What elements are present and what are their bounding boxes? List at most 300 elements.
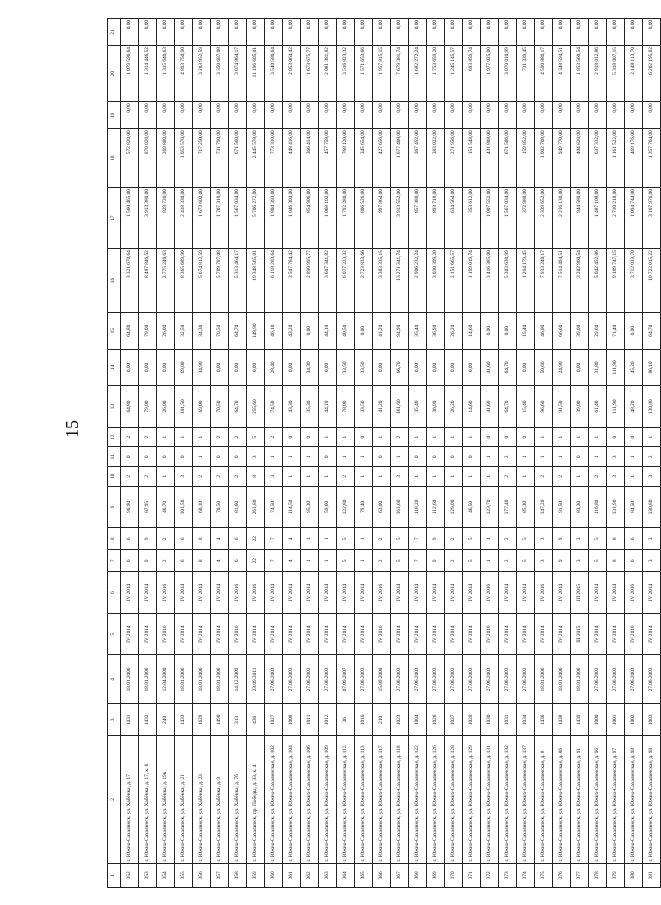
table-cell: 22 xyxy=(247,550,265,572)
table-cell: г. Южно-Сахалинск, ул. Хабёнка, д. 17, к. 6 xyxy=(139,736,157,863)
table-cell: г. Южно-Сахалинск, ул. Хабёнка, д. 21 xyxy=(175,736,193,863)
table-cell: 33,50 xyxy=(337,349,355,386)
table-cell: 46,00 xyxy=(535,312,553,349)
table-cell: 0 xyxy=(283,427,301,447)
table-cell: 1 007 552,00 xyxy=(481,188,499,249)
table-cell: 112,60 xyxy=(427,486,445,528)
table-cell: 1 571 653,66 xyxy=(355,46,373,102)
table-cell: 7 xyxy=(409,550,427,572)
table-cell: г. Южно-Сахалинск, ул. Южно-Сахалинская, д. 131 xyxy=(481,736,499,863)
table-cell: 6 xyxy=(229,550,247,572)
table-cell: 149,90 xyxy=(247,312,265,349)
table-cell: 2 xyxy=(211,467,229,487)
table-cell: 18.01.2006 xyxy=(175,655,193,704)
table-cell: 27.06.2003 xyxy=(481,655,499,704)
table-cell: 854 906,00 xyxy=(301,188,319,249)
table-cell: 0,00 xyxy=(427,349,445,386)
table-cell: 0,00 xyxy=(481,19,499,46)
table-cell: 79,00 xyxy=(139,386,157,428)
table-cell: 4 xyxy=(211,528,229,550)
table-cell: 2 xyxy=(373,550,391,572)
table-cell: 0,00 xyxy=(607,19,625,46)
table-cell: 5 313 464,17 xyxy=(229,249,247,313)
table-cell: 1 xyxy=(571,427,589,447)
table-cell: 5 xyxy=(391,528,409,550)
table-cell: IV 2014 xyxy=(301,572,319,614)
table-cell: 768 120,00 xyxy=(337,129,355,188)
table-cell: 5 xyxy=(517,528,535,550)
table-cell: 353 612,00 xyxy=(463,188,481,249)
column-header: 20 xyxy=(108,46,121,102)
table-cell: 0,00 xyxy=(229,349,247,386)
table-cell: 0,00 xyxy=(625,102,643,129)
table-cell: 63,00 xyxy=(373,486,391,528)
table-cell: 1 xyxy=(553,447,571,467)
page-number: 15 xyxy=(62,420,82,438)
table-cell: 1 xyxy=(355,528,373,550)
table-cell: г. Южно-Сахалинск, ул. Южно-Сахалинская, д. 109 xyxy=(319,736,337,863)
table-cell: 2 xyxy=(373,528,391,550)
table-cell: 0 xyxy=(373,447,391,467)
table-cell: 1 xyxy=(643,427,661,447)
table-cell: 857 388,00 xyxy=(409,188,427,249)
table-cell: 3 712 033,70 xyxy=(625,249,643,313)
table-cell: 84,50 xyxy=(625,486,643,528)
table-cell: г. Южно-Сахалинск, ул. Южно-Сахалинская, д. 117 xyxy=(373,736,391,863)
table-cell: 123,70 xyxy=(481,486,499,528)
table-cell: 64,70 xyxy=(229,386,247,428)
table-cell: 352 xyxy=(121,863,139,887)
table-cell: 4 590 880,17 xyxy=(535,46,553,102)
table-cell: 0,00 xyxy=(517,19,535,46)
table-row xyxy=(157,19,175,888)
table-cell: 26,20 xyxy=(445,312,463,349)
table-cell: 0,00 xyxy=(373,102,391,129)
table-row xyxy=(193,19,211,888)
table-cell: 3 xyxy=(571,528,589,550)
table-cell: 70,50 xyxy=(211,312,229,349)
table-cell: 27.06.2003 xyxy=(499,655,517,704)
table-cell: IV 2014 xyxy=(517,572,535,614)
table-cell: 34,30 xyxy=(193,312,211,349)
column-header: 6 xyxy=(108,572,121,614)
table-row xyxy=(445,19,463,888)
table-cell: IV 2014 xyxy=(319,613,337,655)
table-cell: 79,00 xyxy=(139,312,157,349)
table-cell: 0,00 xyxy=(517,349,535,386)
table-row xyxy=(481,19,499,888)
table-cell: 1 xyxy=(517,447,535,467)
table-cell: 3 350 687,08 xyxy=(211,46,229,102)
table-row xyxy=(121,19,139,888)
table-cell: 29,60 xyxy=(589,312,607,349)
table-cell: 0,00 xyxy=(445,19,463,46)
column-header: 18 xyxy=(108,129,121,188)
table-cell: 94,90 xyxy=(391,312,409,349)
table-cell: 3 030 399,20 xyxy=(427,249,445,313)
table-cell: 371 xyxy=(463,863,481,887)
table-cell: 40,50 xyxy=(337,312,355,349)
table-cell: 44,10 xyxy=(319,312,337,349)
table-cell: 13 271 341,74 xyxy=(391,249,409,313)
table-cell: 3 202 960,54 xyxy=(571,249,589,313)
table-cell: 34,30 xyxy=(301,349,319,386)
table-cell: 27.06.2003 xyxy=(283,655,301,704)
table-cell: 0,00 xyxy=(211,349,229,386)
table-cell: 1 xyxy=(481,467,499,487)
table-cell: 8 365 689,90 xyxy=(175,249,193,313)
table-cell: 3 540 580,64 xyxy=(265,46,283,102)
table-cell: 0,00 xyxy=(301,312,319,349)
table-cell: 0,00 xyxy=(157,102,175,129)
table-cell: 8 487 846,52 xyxy=(139,249,157,313)
table-cell: 1 xyxy=(157,427,175,447)
table-cell: IV 2014 xyxy=(553,572,571,614)
table-cell: г. Южно-Сахалинск, ул. Южно-Сахалинская, д. 129 xyxy=(463,736,481,863)
table-cell: 362 xyxy=(301,863,319,887)
table-cell: 129,00 xyxy=(445,486,463,528)
table-cell: 360 xyxy=(265,863,283,887)
table-cell: 0,00 xyxy=(157,19,175,46)
table-cell: 0,00 xyxy=(607,102,625,129)
table-cell: 893 718,00 xyxy=(427,188,445,249)
table-cell: IV 2016 xyxy=(625,572,643,614)
table-cell: 5 xyxy=(247,427,265,447)
column-header: 14 xyxy=(108,349,121,386)
table-cell: III 2015 xyxy=(571,613,589,655)
table-cell: 1 315 640,63 xyxy=(157,46,175,102)
table-cell: 1011 xyxy=(301,704,319,736)
table-cell: 269 880,00 xyxy=(157,129,175,188)
table-cell: 731 790,00 xyxy=(211,129,229,188)
table-cell: 3 913 380,00 xyxy=(139,188,157,249)
housing-data-table xyxy=(107,18,661,888)
table-cell: 3 070 010,99 xyxy=(499,46,517,102)
table-cell: 26,20 xyxy=(445,386,463,428)
table-cell: 6 xyxy=(229,528,247,550)
table-cell: 7 xyxy=(265,528,283,550)
table-cell: 376 xyxy=(553,863,571,887)
table-cell: 64,70 xyxy=(229,312,247,349)
table-cell: 7 933 240,17 xyxy=(535,249,553,313)
table-cell: 0,00 xyxy=(445,349,463,386)
rotated-table-wrapper xyxy=(107,18,654,888)
table-cell: 34,90 xyxy=(193,349,211,386)
table-cell: IV 2016 xyxy=(157,613,175,655)
table-cell: 944 580,00 xyxy=(571,188,589,249)
table-cell: 1028 xyxy=(463,704,481,736)
table-cell: 19 348 565,01 xyxy=(247,249,265,313)
table-cell: 18.01.2006 xyxy=(571,655,589,704)
table-cell: 3 913 552,00 xyxy=(391,188,409,249)
table-cell: 64,70 xyxy=(643,312,661,349)
table-cell: 15.09.2008 xyxy=(373,655,391,704)
table-row xyxy=(229,19,247,888)
table-cell: 5 xyxy=(337,550,355,572)
table-cell: 122,80 xyxy=(337,486,355,528)
table-cell: 43,20 xyxy=(283,312,301,349)
table-cell: 2 xyxy=(157,528,175,550)
table-cell: 0,00 xyxy=(247,102,265,129)
table-cell: 48,20 xyxy=(625,386,643,428)
table-cell: 361 xyxy=(283,863,301,887)
table-cell: IV 2016 xyxy=(535,572,553,614)
table-cell: 1 053 570,00 xyxy=(175,129,193,188)
table-cell: г. Южно-Сахалинск, ул. Южно-Сахалинская, д. 91 xyxy=(571,736,589,863)
table-cell: 78,00 xyxy=(337,386,355,428)
table-cell: 255,60 xyxy=(247,386,265,428)
table-cell: 4 xyxy=(283,550,301,572)
table-cell: 0 xyxy=(301,427,319,447)
table-cell: 1 xyxy=(445,427,463,447)
table-cell: г. Южно-Сахалинск, ул. Южно-Сахалинская, д. 98 xyxy=(643,736,661,863)
table-row xyxy=(625,19,643,888)
table-cell: 0,00 xyxy=(427,19,445,46)
table-cell: г. Южно-Сахалинск, ул. Южно-Сахалинская, д. 122 xyxy=(409,736,427,863)
table-cell: 111,90 xyxy=(607,386,625,428)
table-cell: IV 2014 xyxy=(589,572,607,614)
table-cell: 0,00 xyxy=(391,19,409,46)
table-cell: IV 2014 xyxy=(535,613,553,655)
table-cell: 2 xyxy=(229,467,247,487)
table-cell: 1002 xyxy=(625,704,643,736)
table-cell: IV 2014 xyxy=(445,572,463,614)
table-cell: 380 xyxy=(625,863,643,887)
table-cell: 23.09.2011 xyxy=(247,655,265,704)
table-cell: 370 xyxy=(445,863,463,887)
table-cell: 0,00 xyxy=(355,19,373,46)
table-cell: 375 xyxy=(535,863,553,887)
table-row xyxy=(211,19,229,888)
table-cell: 1 199 019,74 xyxy=(463,249,481,313)
table-cell: IV 2014 xyxy=(427,613,445,655)
table-cell: 59,60 xyxy=(319,486,337,528)
table-cell: 4 xyxy=(211,550,229,572)
table-cell: 24,90 xyxy=(553,349,571,386)
table-cell: 457 758,00 xyxy=(319,129,337,188)
table-cell: IV 2016 xyxy=(373,613,391,655)
table-cell: 5 706 272,00 xyxy=(247,188,265,249)
table-cell: 0,00 xyxy=(499,312,517,349)
table-cell: 1490 xyxy=(211,704,229,736)
table-cell: 368 xyxy=(409,863,427,887)
table-cell: 9 xyxy=(553,550,571,572)
table-cell: 9 xyxy=(553,528,571,550)
table-cell: 46,10 xyxy=(265,312,283,349)
table-cell: 10 722 015,22 xyxy=(643,249,661,313)
table-cell: 3 283 952,59 xyxy=(193,46,211,102)
table-cell: 717 250,00 xyxy=(193,129,211,188)
table-cell: 2 710 218,00 xyxy=(607,188,625,249)
table-cell: 773 310,00 xyxy=(265,129,283,188)
table-cell: 1 xyxy=(301,550,319,572)
table-cell: 27.06.2003 xyxy=(643,655,661,704)
table-cell: 0,00 xyxy=(319,102,337,129)
table-cell: 373 xyxy=(499,863,517,887)
table-cell: 130,80 xyxy=(643,486,661,528)
table-cell: 0,00 xyxy=(643,102,661,129)
table-row xyxy=(643,19,661,888)
table-cell: 379 xyxy=(607,863,625,887)
table-cell: 1008 xyxy=(283,704,301,736)
table-cell: 14.12.2009 xyxy=(229,655,247,704)
table-cell: 27.06.2003 xyxy=(517,655,535,704)
table-cell: г. Южно-Сахалинск, ул. Южно-Сахалинская, д. 126 xyxy=(427,736,445,863)
table-cell: 3 xyxy=(535,550,553,572)
table-cell: IV 2014 xyxy=(139,572,157,614)
table-cell: 07.09.2007 xyxy=(337,655,355,704)
table-cell: IV 2016 xyxy=(625,613,643,655)
table-cell: 96,60 xyxy=(535,386,553,428)
table-row xyxy=(373,19,391,888)
table-cell: 1 xyxy=(571,467,589,487)
table-cell: 378 xyxy=(589,863,607,887)
table-cell: IV 2014 xyxy=(337,613,355,655)
table-cell: 9 xyxy=(427,550,445,572)
table-cell: 4 893 750,90 xyxy=(175,46,193,102)
table-cell: IV 2014 xyxy=(463,572,481,614)
table-cell: 1 xyxy=(409,427,427,447)
table-cell: IV 2016 xyxy=(481,572,499,614)
table-cell: 431 808,00 xyxy=(481,129,499,188)
table-cell: 41,20 xyxy=(373,312,391,349)
table-cell: 27.06.2003 xyxy=(301,655,319,704)
table-cell: 9 189 747,15 xyxy=(607,249,625,313)
table-cell: 7 xyxy=(265,550,283,572)
table-cell: 32,50 xyxy=(175,312,193,349)
column-header: 2 xyxy=(108,736,121,863)
table-cell: 381 xyxy=(643,863,661,887)
table-cell: 0 xyxy=(175,447,193,467)
table-cell: 46,70 xyxy=(157,486,175,528)
table-cell: 367 452,00 xyxy=(409,129,427,188)
table-cell: 96,90 xyxy=(121,486,139,528)
table-cell: IV 2014 xyxy=(283,572,301,614)
table-cell: г. Южно-Сахалинск, ул. Хабёнка, д. 17 xyxy=(121,736,139,863)
table-cell: 2 xyxy=(499,467,517,487)
table-cell: 2 xyxy=(391,427,409,447)
table-cell: г. Южно-Сахалинск, ул. Южно-Сахалинская, д. 98 xyxy=(625,736,643,863)
table-cell: 2 xyxy=(553,467,571,487)
column-header: 10 xyxy=(108,467,121,487)
table-cell: 2 xyxy=(139,427,157,447)
table-cell: 436 xyxy=(247,704,265,736)
table-cell: 35,30 xyxy=(301,386,319,428)
table-cell: 8 xyxy=(193,528,211,550)
table-cell: 3 xyxy=(607,447,625,467)
table-cell: IV 2014 xyxy=(319,572,337,614)
table-cell: 1431 xyxy=(121,704,139,736)
table-cell: 353 xyxy=(139,863,157,887)
table-cell: 64,80 xyxy=(121,386,139,428)
table-cell: IV 2014 xyxy=(463,613,481,655)
table-cell: 369 xyxy=(427,863,445,887)
table-cell: г. Южно-Сахалинск, ул. Южно-Сахалинская, д. 137 xyxy=(517,736,535,863)
table-cell: 0,00 xyxy=(211,102,229,129)
table-cell: 26,00 xyxy=(157,312,175,349)
table-cell: 1 xyxy=(301,447,319,467)
table-cell: 131,90 xyxy=(607,486,625,528)
table-cell: III 2015 xyxy=(571,572,589,614)
table-cell: 41,60 xyxy=(481,386,499,428)
table-cell: 1 xyxy=(373,467,391,487)
table-cell: 0,00 xyxy=(409,349,427,386)
table-cell: 0,00 xyxy=(481,312,499,349)
table-cell: 0,00 xyxy=(139,19,157,46)
table-cell: 0,00 xyxy=(643,19,661,46)
table-cell: 1 677 408,00 xyxy=(391,129,409,188)
table-cell: 2 xyxy=(535,467,553,487)
table-cell: 6 202 195,82 xyxy=(643,46,661,102)
table-cell: г. Южно-Сахалинск, ул. Южно-Сахалинская, д. 112 xyxy=(337,736,355,863)
table-cell: 14,60 xyxy=(463,386,481,428)
table-cell: 0,00 xyxy=(139,102,157,129)
table-cell: 2 081 381,82 xyxy=(319,46,337,102)
table-cell: 71,40 xyxy=(607,312,625,349)
column-header: 8 xyxy=(108,528,121,550)
table-cell: 147,20 xyxy=(535,486,553,528)
table-cell: 31,80 xyxy=(589,349,607,386)
table-cell: 0,00 xyxy=(625,312,643,349)
table-cell: 0 xyxy=(571,447,589,467)
table-cell: 118,20 xyxy=(409,486,427,528)
column-header: 3 xyxy=(108,704,121,736)
table-row xyxy=(139,19,157,888)
column-header: 4 xyxy=(108,655,121,704)
table-cell: 22 xyxy=(247,528,265,550)
table-cell: 1 707 310,00 xyxy=(211,188,229,249)
table-cell: 2 xyxy=(445,550,463,572)
table-cell: 1 xyxy=(301,467,319,487)
table-cell: 2 xyxy=(157,550,175,572)
table-cell: IV 2014 xyxy=(427,572,445,614)
table-cell: 0,00 xyxy=(283,102,301,129)
table-cell: 271 956,00 xyxy=(445,129,463,188)
table-cell: 366 414,00 xyxy=(301,129,319,188)
table-cell: 1 xyxy=(355,550,373,572)
table-cell: 0,00 xyxy=(427,102,445,129)
table-cell: IV 2014 xyxy=(355,613,373,655)
table-cell: IV 2016 xyxy=(229,613,247,655)
table-cell: 64,70 xyxy=(499,386,517,428)
table-cell: 2 906 232,24 xyxy=(409,249,427,313)
table-cell: 1 753 659,20 xyxy=(427,46,445,102)
table-cell: г. Южно-Сахалинск, ул. Южно-Сахалинская, д. 97 xyxy=(607,736,625,863)
table-cell: 111,90 xyxy=(607,349,625,386)
table-cell: 0 xyxy=(409,447,427,467)
table-cell: 43,30 xyxy=(283,386,301,428)
table-cell: 39,00 xyxy=(571,386,589,428)
table-cell: IV 2014 xyxy=(265,613,283,655)
table-cell: 1016 xyxy=(355,704,373,736)
table-cell: 2 xyxy=(589,467,607,487)
table-cell: 404 820,00 xyxy=(571,129,589,188)
table-row xyxy=(589,19,607,888)
table-cell: 3 167 976,00 xyxy=(643,188,661,249)
table-cell: 91,50 xyxy=(553,486,571,528)
table-cell: 2 xyxy=(499,550,517,572)
table-cell: 28,40 xyxy=(265,349,283,386)
table-cell: 354 xyxy=(157,863,175,887)
table-cell: 3 xyxy=(607,467,625,487)
table-cell: 2 723 833,66 xyxy=(355,249,373,313)
table-cell: 5 xyxy=(391,550,409,572)
table-cell: 0,00 xyxy=(373,19,391,46)
table-cell: 1 xyxy=(409,467,427,487)
table-cell: 0,00 xyxy=(517,102,535,129)
table-cell: 6 xyxy=(175,550,193,572)
table-cell: 161,60 xyxy=(391,486,409,528)
